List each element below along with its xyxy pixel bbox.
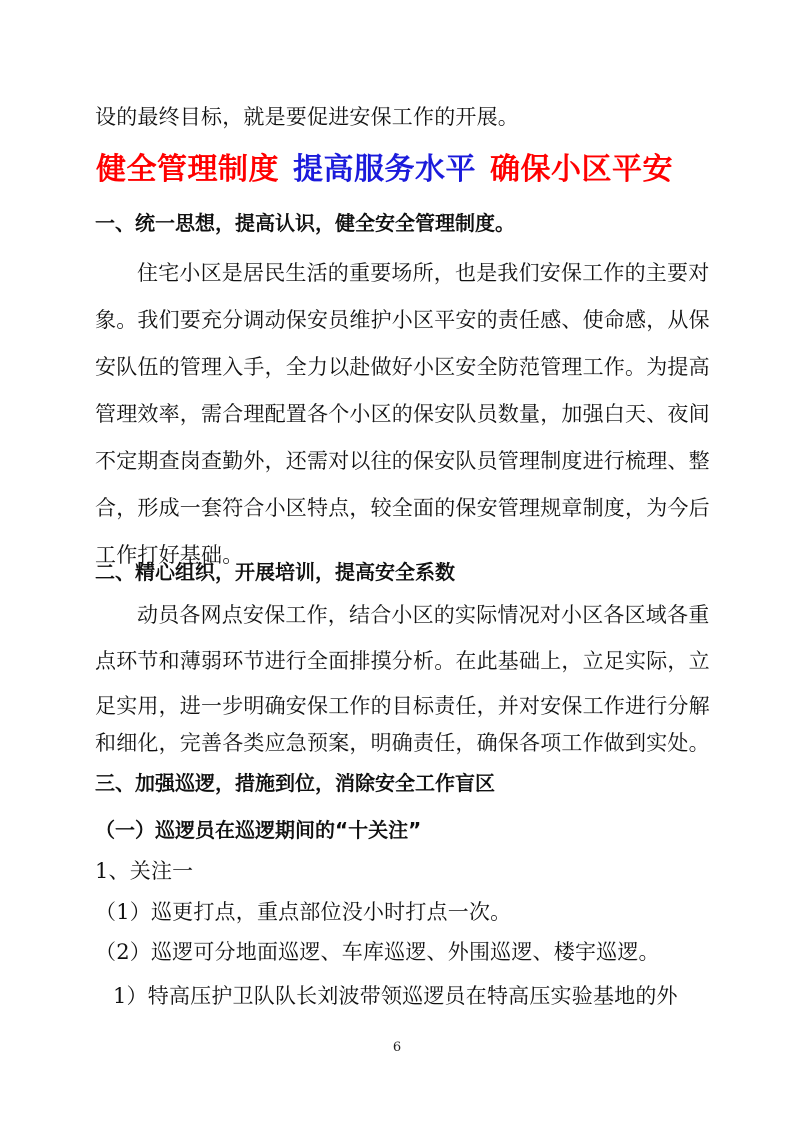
banner-part-3: 确保小区平安 xyxy=(490,152,673,187)
nested-list-item: 1）特高压护卫队队长刘波带领巡逻员在特高压实验基地的外 xyxy=(113,984,678,1008)
paragraph-line: 不定期查岗查勤外，还需对以往的保安队员管理制度进行梳理、整 xyxy=(95,449,710,473)
list-sub-item: （1）巡更打点，重点部位没小时打点一次。 xyxy=(95,900,512,924)
intro-text-line: 设的最终目标，就是要促进安保工作的开展。 xyxy=(95,105,519,129)
paragraph-line: 管理效率，需合理配置各个小区的保安队员数量，加强白天、夜间 xyxy=(95,402,710,426)
paragraph-line: 点环节和薄弱环节进行全面排摸分析。在此基础上，立足实际，立 xyxy=(95,649,710,673)
section-1-heading: 一、统一思想，提高认识，健全安全管理制度。 xyxy=(95,211,515,235)
section-2-heading: 二、精心组织，开展培训，提高安全系数 xyxy=(95,560,455,584)
paragraph-line: 安队伍的管理入手，全力以赴做好小区安全防范管理工作。为提高 xyxy=(95,355,710,379)
paragraph-line: 足实用，进一步明确安保工作的目标责任，并对安保工作进行分解 xyxy=(95,694,710,718)
paragraph-line: 象。我们要充分调动保安员维护小区平安的责任感、使命感，从保 xyxy=(95,308,710,332)
list-sub-item: （2）巡逻可分地面巡逻、车库巡逻、外围巡逻、楼宇巡逻。 xyxy=(95,940,660,964)
banner-part-1: 健全管理制度 xyxy=(96,152,279,187)
paragraph-line: 合，形成一套符合小区特点，较全面的保安管理规章制度，为今后 xyxy=(95,496,710,520)
paragraph-line: 工作打好基础。 xyxy=(95,543,244,567)
section-3-subheading: （一）巡逻员在巡逻期间的“十关注” xyxy=(95,818,422,842)
list-item-title: 1、关注一 xyxy=(95,859,194,883)
paragraph-line: 住宅小区是居民生活的重要场所，也是我们安保工作的主要对 xyxy=(137,261,710,285)
banner-part-2: 提高服务水平 xyxy=(293,152,476,187)
paragraph-line: 动员各网点安保工作，结合小区的实际情况对小区各区域各重 xyxy=(137,603,710,627)
paragraph-line: 和细化，完善各类应急预案，明确责任，确保各项工作做到实处。 xyxy=(95,731,710,755)
page-number: 6 xyxy=(392,1040,402,1055)
banner-title xyxy=(96,148,673,192)
section-3-heading: 三、加强巡逻，措施到位，消除安全工作盲区 xyxy=(95,771,495,795)
